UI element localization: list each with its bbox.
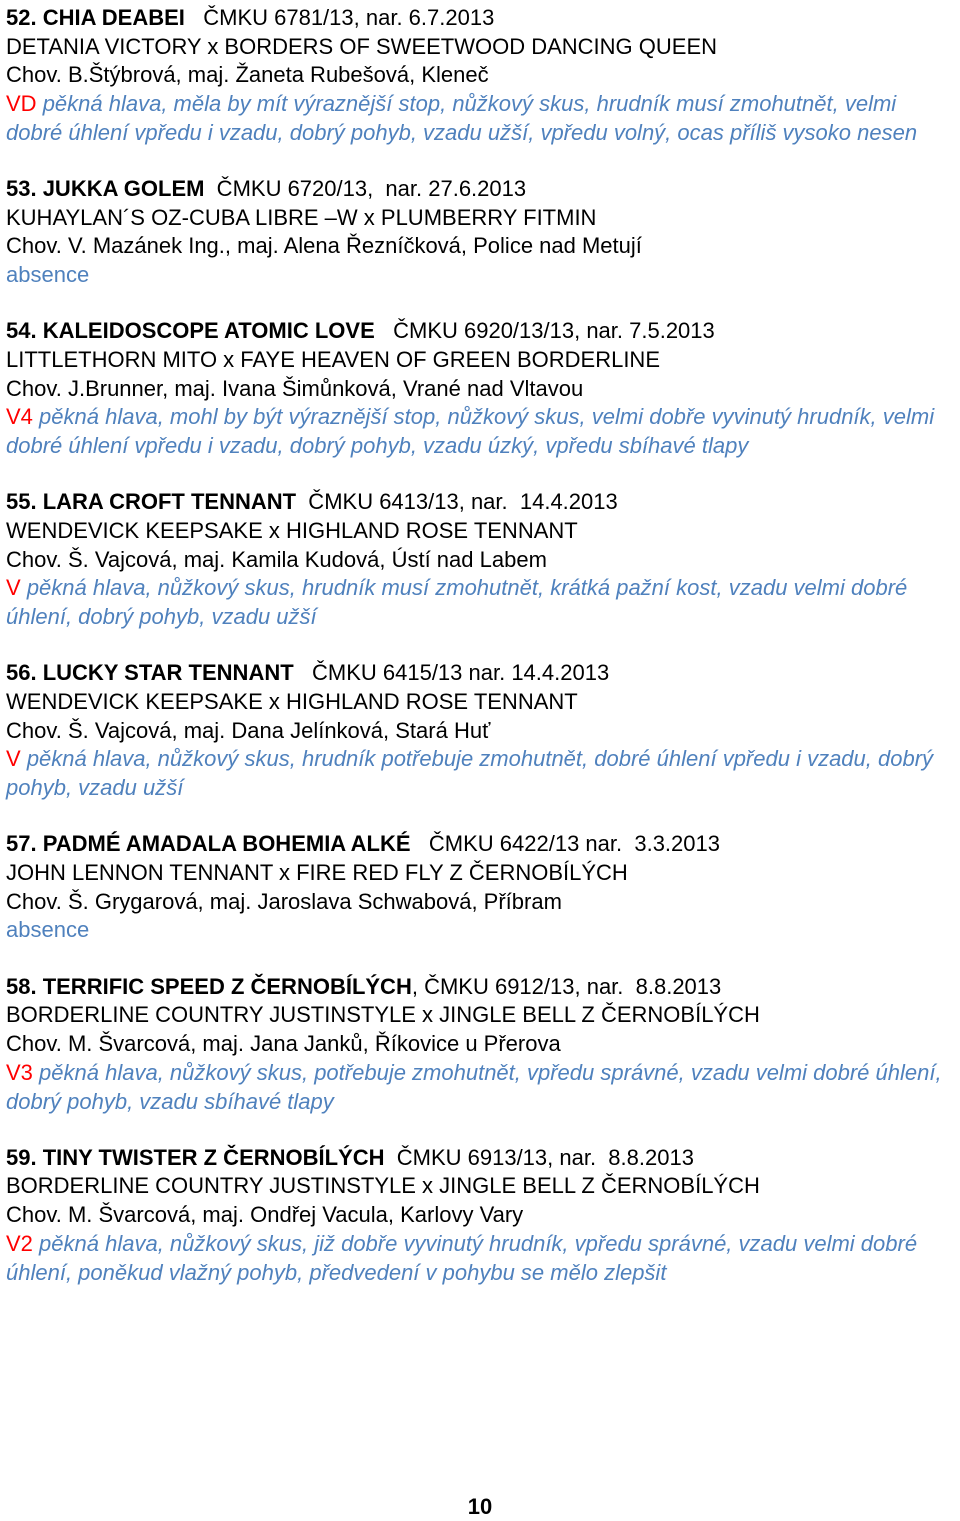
- page-number: 10: [467, 1494, 493, 1519]
- registration-info: ČMKU 6415/13 nar. 14.4.2013: [293, 660, 610, 686]
- dog-entry: [6, 488, 958, 632]
- evaluation-description: pěkná hlava, nůžkový skus, hrudník potřebuje zmohutnět, dobré úhlení vpředu i vzadu, dobrý pohyb, vzadu užší: [6, 746, 934, 801]
- dog-name: 52. CHIA DEABEI: [6, 5, 185, 30]
- dog-name: 59. TINY TWISTER Z ČERNOBÍLÝCH: [6, 1144, 385, 1170]
- parents-line: BORDERLINE COUNTRY JUSTINSTYLE x JINGLE BELL Z ČERNOBÍLÝCH: [6, 1002, 760, 1028]
- evaluation-description: pěkná hlava, nůžkový skus, hrudník musí zmohutnět, krátká pažní kost, vzadu velmi dobré úhlení, dobrý pohyb, vzadu užší: [6, 575, 908, 630]
- parents-line: BORDERLINE COUNTRY JUSTINSTYLE x JINGLE BELL Z ČERNOBÍLÝCH: [6, 1173, 760, 1199]
- dog-name: 54. KALEIDOSCOPE ATOMIC LOVE: [6, 318, 375, 344]
- registration-info: ČMKU 6413/13, nar. 14.4.2013: [296, 489, 618, 515]
- grade-label: VD: [6, 91, 37, 117]
- parents-line: WENDEVICK KEEPSAKE x HIGHLAND ROSE TENNANT: [6, 689, 578, 715]
- entry-heading: [6, 175, 958, 204]
- parents-line: LITTLETHORN MITO x FAYE HEAVEN OF GREEN BORDERLINE: [6, 347, 660, 373]
- dog-entry: [6, 317, 958, 461]
- registration-info: , ČMKU 6912/13, nar. 8.8.2013: [411, 973, 722, 999]
- parents-line: DETANIA VICTORY x BORDERS OF SWEETWOOD DANCING QUEEN: [6, 33, 718, 59]
- entry-heading: [6, 830, 958, 859]
- evaluation-text: [6, 574, 958, 631]
- evaluation-text: [6, 403, 958, 460]
- dog-entry: [6, 973, 958, 1117]
- registration-info: ČMKU 6920/13/13, nar. 7.5.2013: [374, 318, 715, 344]
- dog-name: 55. LARA CROFT TENNANT: [6, 489, 297, 515]
- entry-heading: [6, 4, 958, 33]
- entry-heading: [6, 488, 958, 517]
- evaluation-description: pěkná hlava, nůžkový skus, již dobře vyvinutý hrudník, vpředu správné, vzadu velmi dobré úhlení, poněkud vlažný pohyb, předvedení v pohybu se mělo zlepšit: [6, 1230, 918, 1285]
- dog-entry: [6, 659, 958, 803]
- dog-name: 56. LUCKY STAR TENNANT: [6, 660, 294, 686]
- breeder-owner-line: Chov. M. Švarcová, maj. Jana Janků, Říkovice u Přerova: [6, 1031, 561, 1057]
- registration-info: ČMKU 6720/13, nar. 27.6.2013: [204, 176, 527, 202]
- grade-label: V4: [6, 404, 33, 430]
- entry-heading: [6, 973, 958, 1002]
- entry-heading: [6, 317, 958, 346]
- breeder-owner-line: Chov. M. Švarcová, maj. Ondřej Vacula, Karlovy Vary: [6, 1202, 524, 1228]
- breeder-owner-line: Chov. V. Mazánek Ing., maj. Alena Řezníčková, Police nad Metují: [6, 233, 642, 259]
- absence-label: absence: [6, 917, 90, 943]
- evaluation-description: pěkná hlava, nůžkový skus, potřebuje zmohutnět, vpředu správné, vzadu velmi dobré úhlení, dobrý pohyb, vzadu sbíhavé tlapy: [6, 1059, 942, 1114]
- grade-label: V3: [6, 1059, 33, 1085]
- breeder-owner-line: Chov. B.Štýbrová, maj. Žaneta Rubešová, Kleneč: [6, 62, 489, 88]
- parents-line: WENDEVICK KEEPSAKE x HIGHLAND ROSE TENNANT: [6, 518, 578, 544]
- dog-name: 58. TERRIFIC SPEED Z ČERNOBÍLÝCH: [6, 973, 412, 999]
- parents-line: KUHAYLAN´S OZ-CUBA LIBRE –W x PLUMBERRY FITMIN: [6, 204, 597, 230]
- evaluation-text: [6, 1059, 958, 1116]
- grade-label: V: [6, 575, 21, 601]
- registration-info: ČMKU 6422/13 nar. 3.3.2013: [410, 831, 720, 857]
- dog-entry: [6, 1144, 958, 1288]
- dog-name: 53. JUKKA GOLEM: [6, 176, 205, 202]
- dog-entry: [6, 830, 958, 945]
- evaluation-description: pěkná hlava, mohl by být výraznější stop, nůžkový skus, velmi dobře vyvinutý hrudník, velmi dobré úhlení vpředu i vzadu, dobrý pohyb, vzadu úzký, vpředu sbíhavé tlapy: [6, 404, 935, 459]
- evaluation-text: [6, 1230, 958, 1287]
- dog-entry: [6, 175, 958, 290]
- breeder-owner-line: Chov. Š. Vajcová, maj. Dana Jelínková, Stará Huť: [6, 717, 491, 743]
- breeder-owner-line: Chov. Š. Vajcová, maj. Kamila Kudová, Ústí nad Labem: [6, 546, 547, 572]
- breeder-owner-line: Chov. Š. Grygarová, maj. Jaroslava Schwabová, Příbram: [6, 888, 562, 914]
- evaluation-text: [6, 745, 958, 802]
- registration-info: ČMKU 6913/13, nar. 8.8.2013: [384, 1144, 694, 1170]
- dog-entry: [6, 4, 958, 148]
- absence-label: absence: [6, 262, 90, 288]
- evaluation-description: pěkná hlava, měla by mít výraznější stop, nůžkový skus, hrudník musí zmohutnět, velmi dobré úhlení vpředu i vzadu, dobrý pohyb, vzadu užší, vpředu volný, ocas příliš vysoko nesen: [6, 91, 918, 145]
- parents-line: JOHN LENNON TENNANT x FIRE RED FLY Z ČERNOBÍLÝCH: [6, 860, 628, 886]
- grade-label: V2: [6, 1230, 33, 1256]
- breeder-owner-line: Chov. J.Brunner, maj. Ivana Šimůnková, Vrané nad Vltavou: [6, 375, 584, 401]
- entry-heading: [6, 659, 958, 688]
- evaluation-text: [6, 90, 958, 147]
- grade-label: V: [6, 746, 21, 772]
- document-body: [6, 4, 958, 1315]
- registration-info: ČMKU 6781/13, nar. 6.7.2013: [184, 5, 495, 30]
- dog-name: 57. PADMÉ AMADALA BOHEMIA ALKÉ: [6, 831, 411, 857]
- entry-heading: [6, 1144, 958, 1173]
